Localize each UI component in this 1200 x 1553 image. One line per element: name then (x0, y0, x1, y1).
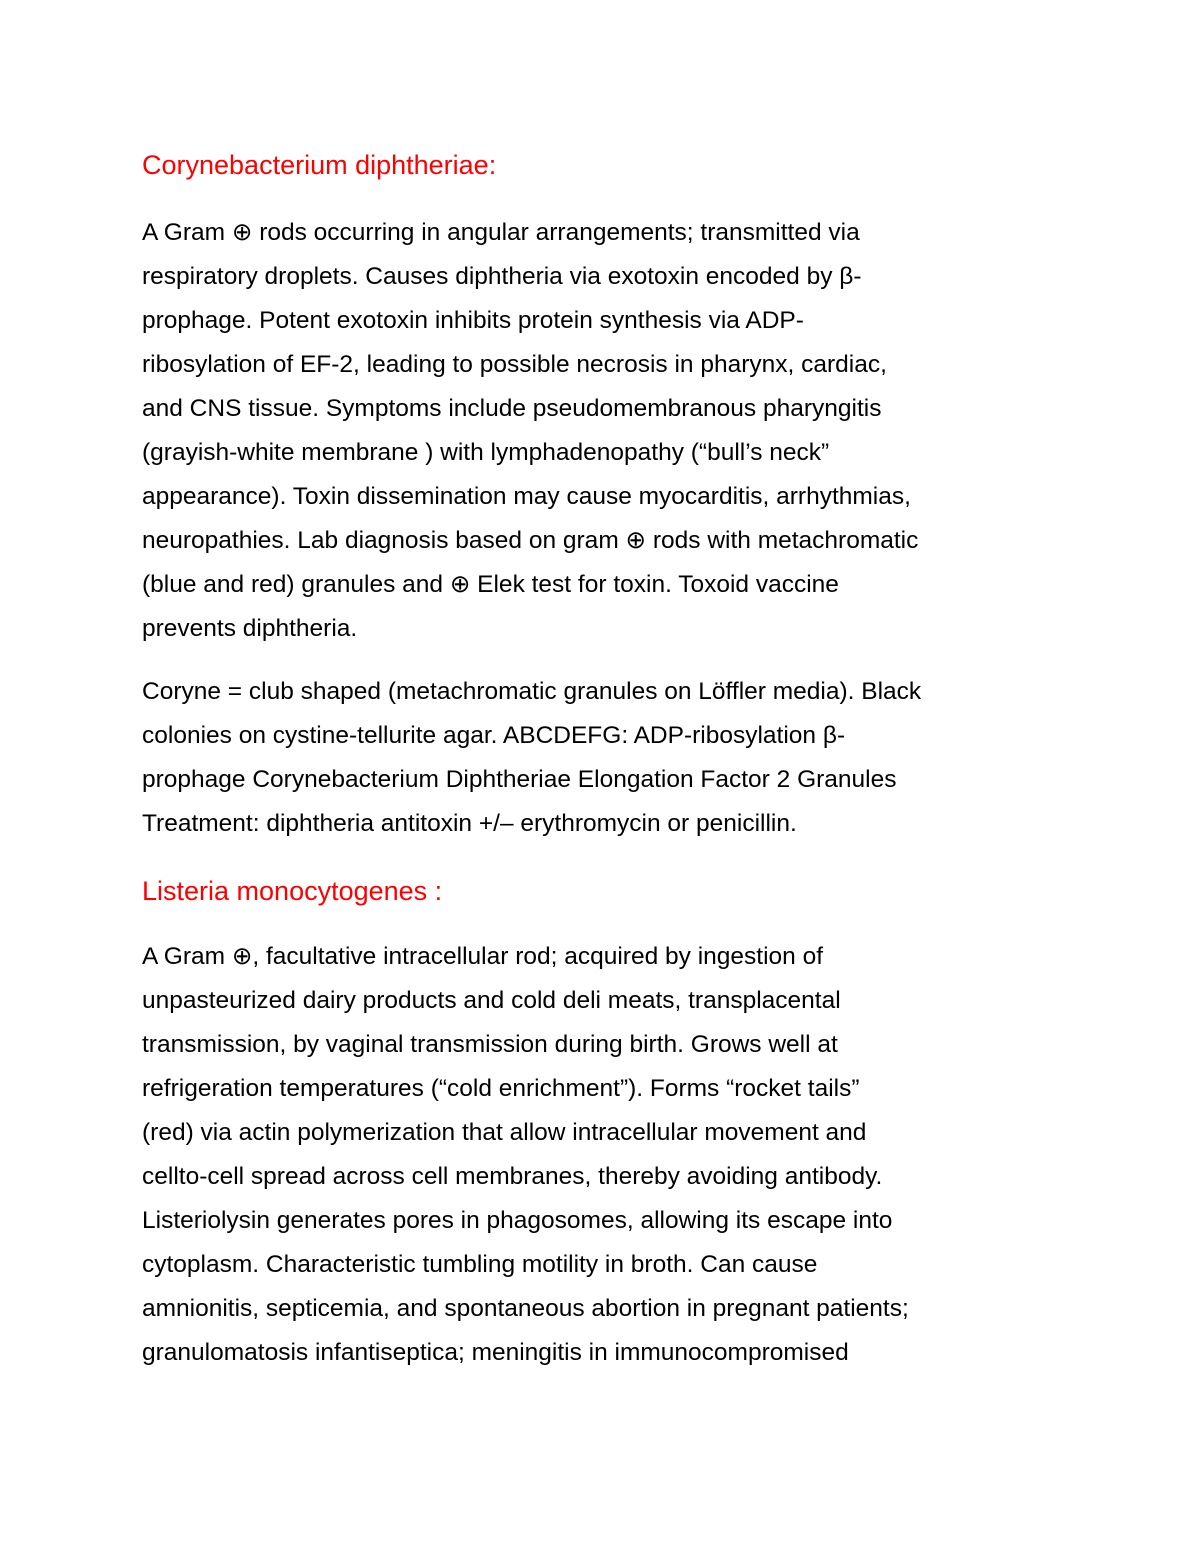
text-line: (blue and red) granules and ⊕ Elek test for toxin. Toxoid vaccine (142, 571, 839, 598)
text-line: cellto-cell spread across cell membranes, thereby avoiding antibody. (142, 1163, 883, 1190)
text-line: neuropathies. Lab diagnosis based on gram ⊕ rods with metachromatic (142, 527, 919, 554)
text-line: refrigeration temperatures (“cold enrichment”). Forms “rocket tails” (142, 1075, 860, 1102)
text-line: (red) via actin polymerization that allow intracellular movement and (142, 1119, 867, 1146)
text-line: granulomatosis infantiseptica; meningitis in immunocompromised (142, 1339, 849, 1366)
text-line: and CNS tissue. Symptoms include pseudomembranous pharyngitis (142, 395, 882, 422)
text-line: A Gram ⊕ rods occurring in angular arrangements; transmitted via (142, 219, 860, 246)
text-line: prophage. Potent exotoxin inhibits protein synthesis via ADP- (142, 307, 804, 334)
text-line: prevents diphtheria. (142, 615, 358, 642)
text-line: colonies on cystine-tellurite agar. ABCDEFG: ADP-ribosylation β- (142, 722, 846, 749)
section-heading-listeria: Listeria monocytogenes : (142, 876, 443, 906)
text-line: A Gram ⊕, facultative intracellular rod; acquired by ingestion of (142, 943, 823, 970)
text-line: appearance). Toxin dissemination may cause myocarditis, arrhythmias, (142, 483, 911, 510)
section-heading-corynebacterium: Corynebacterium diphtheriae: (142, 150, 497, 180)
text-line: (grayish-white membrane ) with lymphadenopathy (“bull’s neck” (142, 439, 830, 466)
text-line: cytoplasm. Characteristic tumbling motility in broth. Can cause (142, 1251, 818, 1278)
text-line: Treatment: diphtheria antitoxin +/– erythromycin or penicillin. (142, 810, 797, 837)
text-line: transmission, by vaginal transmission during birth. Grows well at (142, 1031, 838, 1058)
text-line: Listeriolysin generates pores in phagosomes, allowing its escape into (142, 1207, 893, 1234)
text-line: unpasteurized dairy products and cold deli meats, transplacental (142, 987, 841, 1014)
text-line: Coryne = club shaped (metachromatic granules on Löffler media). Black (142, 678, 922, 705)
text-line: prophage Corynebacterium Diphtheriae Elongation Factor 2 Granules (142, 766, 897, 793)
text-line: respiratory droplets. Causes diphtheria via exotoxin encoded by β- (142, 263, 862, 290)
text-line: amnionitis, septicemia, and spontaneous abortion in pregnant patients; (142, 1295, 909, 1322)
text-line: ribosylation of EF-2, leading to possible necrosis in pharynx, cardiac, (142, 351, 887, 378)
